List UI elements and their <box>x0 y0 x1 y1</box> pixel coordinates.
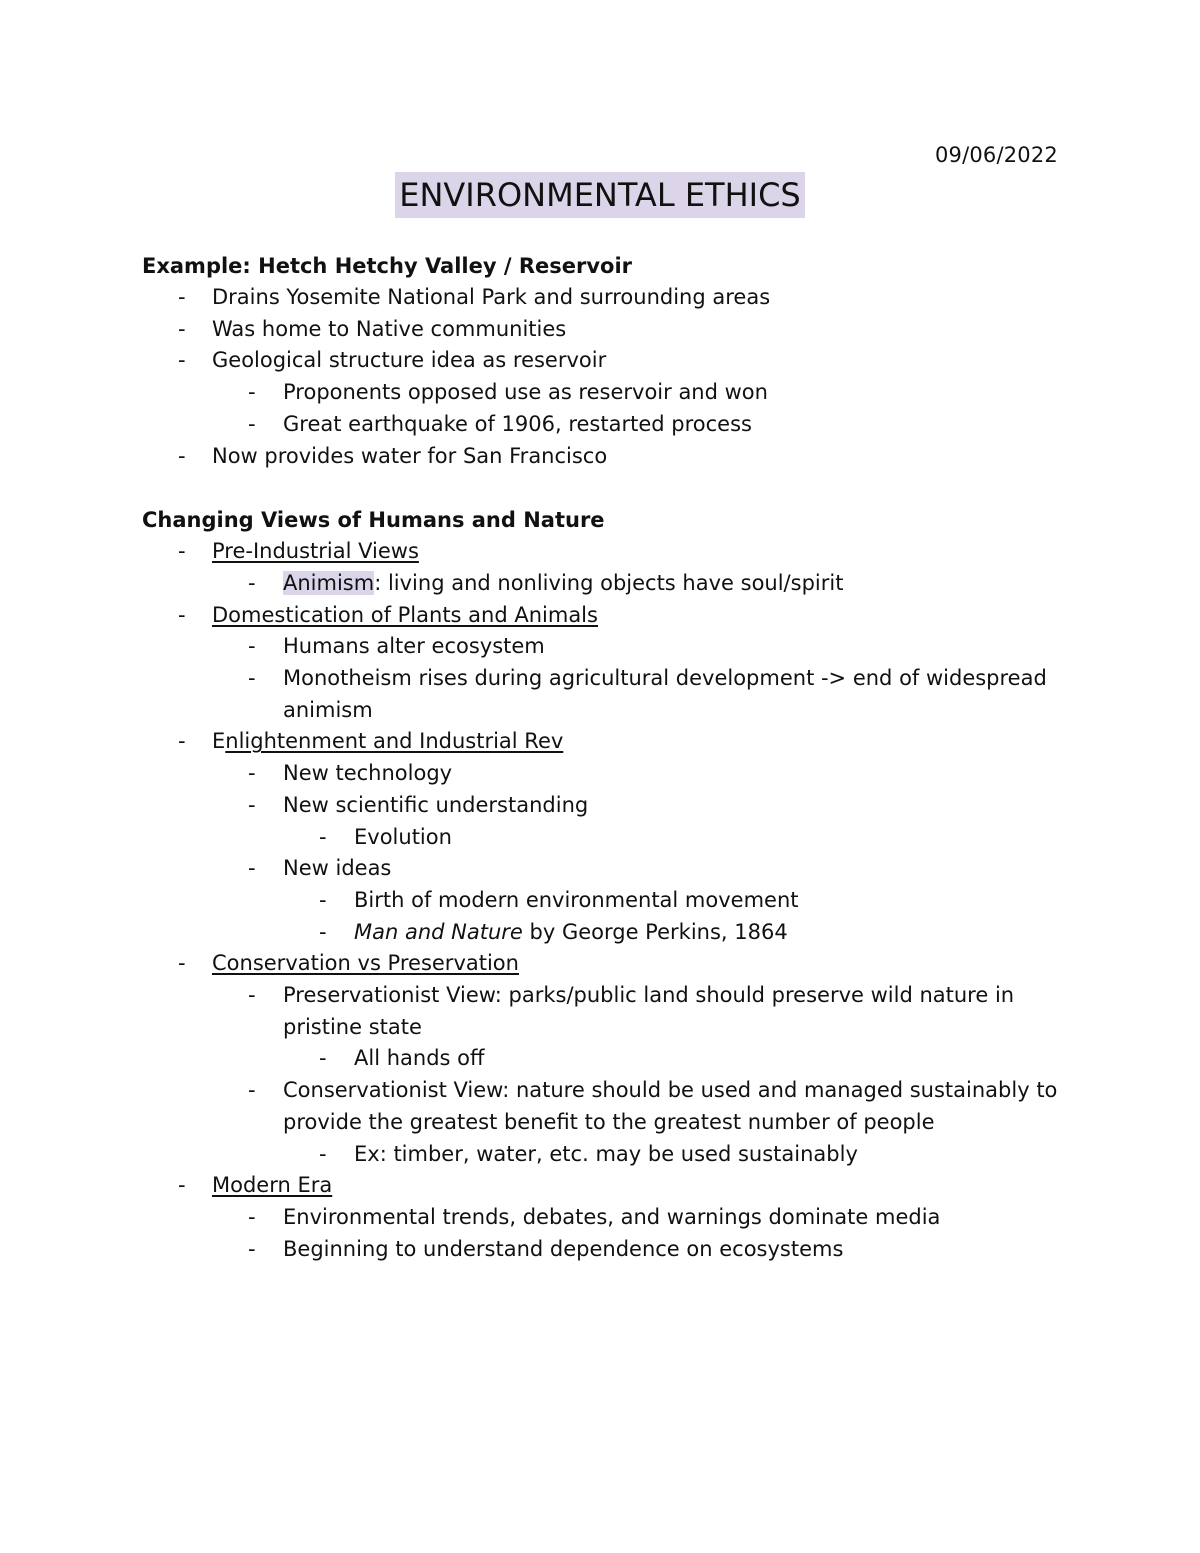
list-item <box>142 853 1072 885</box>
list-item <box>142 1139 1072 1171</box>
dash-bullet: - <box>248 380 256 405</box>
list-item-text: by George Perkins, 1864 <box>522 919 788 944</box>
dash-bullet: - <box>248 570 256 595</box>
dash-bullet: - <box>248 792 256 817</box>
list-item-text: Conservationist View: nature should be used and managed sustainably to provide the greatest benefit to the greatest number of people <box>283 1078 1058 1134</box>
highlighted-term-animism: Animism <box>283 570 375 595</box>
list-item <box>142 314 1072 346</box>
dash-bullet: - <box>178 602 186 627</box>
list-item-text: Beginning to understand dependence on ecosystems <box>283 1236 844 1261</box>
list-item <box>142 1202 1072 1234</box>
subtopic-pre-industrial: Pre-Industrial Views <box>212 539 419 564</box>
list-item <box>142 917 1072 949</box>
dash-bullet: - <box>319 1046 327 1071</box>
list-item-text: Geological structure idea as reservoir <box>212 348 607 373</box>
list-item <box>142 726 1072 758</box>
dash-bullet: - <box>248 983 256 1008</box>
dash-bullet: - <box>178 316 186 341</box>
notes-body <box>142 250 1072 1265</box>
list-item-text: Was home to Native communities <box>212 316 567 341</box>
list-item <box>142 663 1072 726</box>
list-item-text: New technology <box>283 761 453 786</box>
subtopic-domestication: Domestication of Plants and Animals <box>212 602 598 627</box>
dash-bullet: - <box>178 729 186 754</box>
dash-bullet: - <box>319 824 327 849</box>
list-item-text: Proponents opposed use as reservoir and won <box>283 380 768 405</box>
dash-bullet: - <box>248 1236 256 1261</box>
title-container <box>0 172 1200 218</box>
dash-bullet: - <box>248 1078 256 1103</box>
section-spacer <box>142 472 1072 504</box>
list-item <box>142 568 1072 600</box>
list-item-text: Drains Yosemite National Park and surrounding areas <box>212 285 771 309</box>
list-item-text: Great earthquake of 1906, restarted process <box>283 411 752 436</box>
dash-bullet: - <box>178 951 186 976</box>
list-item-text: Evolution <box>354 824 452 849</box>
subtopic-enlightenment: nlightenment and Industrial Rev <box>225 729 564 754</box>
section-heading-changing-views: Changing Views of Humans and Nature <box>142 508 605 533</box>
document-title: ENVIRONMENTAL ETHICS <box>395 172 804 218</box>
list-item-text: Preservationist View: parks/public land should preserve wild nature in pristine state <box>283 983 1015 1039</box>
list-item-text: Monotheism rises during agricultural development -> end of widespread animism <box>283 666 1047 722</box>
list-item-text: Humans alter ecosystem <box>283 634 545 659</box>
book-title: Man and Nature <box>354 919 523 944</box>
list-item <box>142 822 1072 854</box>
list-item <box>142 409 1072 441</box>
dash-bullet: - <box>178 539 186 564</box>
dash-bullet: - <box>178 348 186 373</box>
dash-bullet: - <box>248 634 256 659</box>
list-item <box>142 948 1072 980</box>
list-item <box>142 600 1072 632</box>
list-item <box>142 441 1072 473</box>
list-item-text: New scientific understanding <box>283 792 589 817</box>
list-item <box>142 377 1072 409</box>
dash-bullet: - <box>248 666 256 691</box>
list-item-text: All hands off <box>354 1046 485 1071</box>
section-heading-hetch-hetchy: Example: Hetch Hetchy Valley / Reservoir <box>142 254 633 278</box>
list-item <box>142 282 1072 314</box>
dash-bullet: - <box>178 285 186 309</box>
list-item <box>142 1075 1072 1138</box>
list-item-text: Birth of modern environmental movement <box>354 887 799 912</box>
list-item-text: Now provides water for San Francisco <box>212 443 608 468</box>
dash-bullet: - <box>248 411 256 436</box>
list-item <box>142 980 1072 1043</box>
list-item-text: Ex: timber, water, etc. may be used sustainably <box>354 1141 858 1166</box>
list-item <box>142 1043 1072 1075</box>
list-item <box>142 790 1072 822</box>
list-item <box>142 1234 1072 1266</box>
document-date: 09/06/2022 <box>934 143 1058 167</box>
list-item <box>142 631 1072 663</box>
dash-bullet: - <box>178 443 186 468</box>
list-item <box>142 1170 1072 1202</box>
subtopic-enlightenment-initial: E <box>212 729 226 754</box>
list-item <box>142 536 1072 568</box>
list-item <box>142 885 1072 917</box>
dash-bullet: - <box>319 919 327 944</box>
dash-bullet: - <box>178 1173 186 1198</box>
dash-bullet: - <box>248 856 256 881</box>
subtopic-conservation: Conservation vs Preservation <box>212 951 519 976</box>
list-item-text: Environmental trends, debates, and warnings dominate media <box>283 1204 941 1229</box>
list-item <box>142 345 1072 377</box>
list-item-text: : living and nonliving objects have soul/spirit <box>374 570 844 595</box>
dash-bullet: - <box>248 761 256 786</box>
list-item <box>142 758 1072 790</box>
subtopic-modern-era: Modern Era <box>212 1173 333 1198</box>
dash-bullet: - <box>319 1141 327 1166</box>
dash-bullet: - <box>319 887 327 912</box>
list-item-text: New ideas <box>283 856 392 881</box>
dash-bullet: - <box>248 1204 256 1229</box>
